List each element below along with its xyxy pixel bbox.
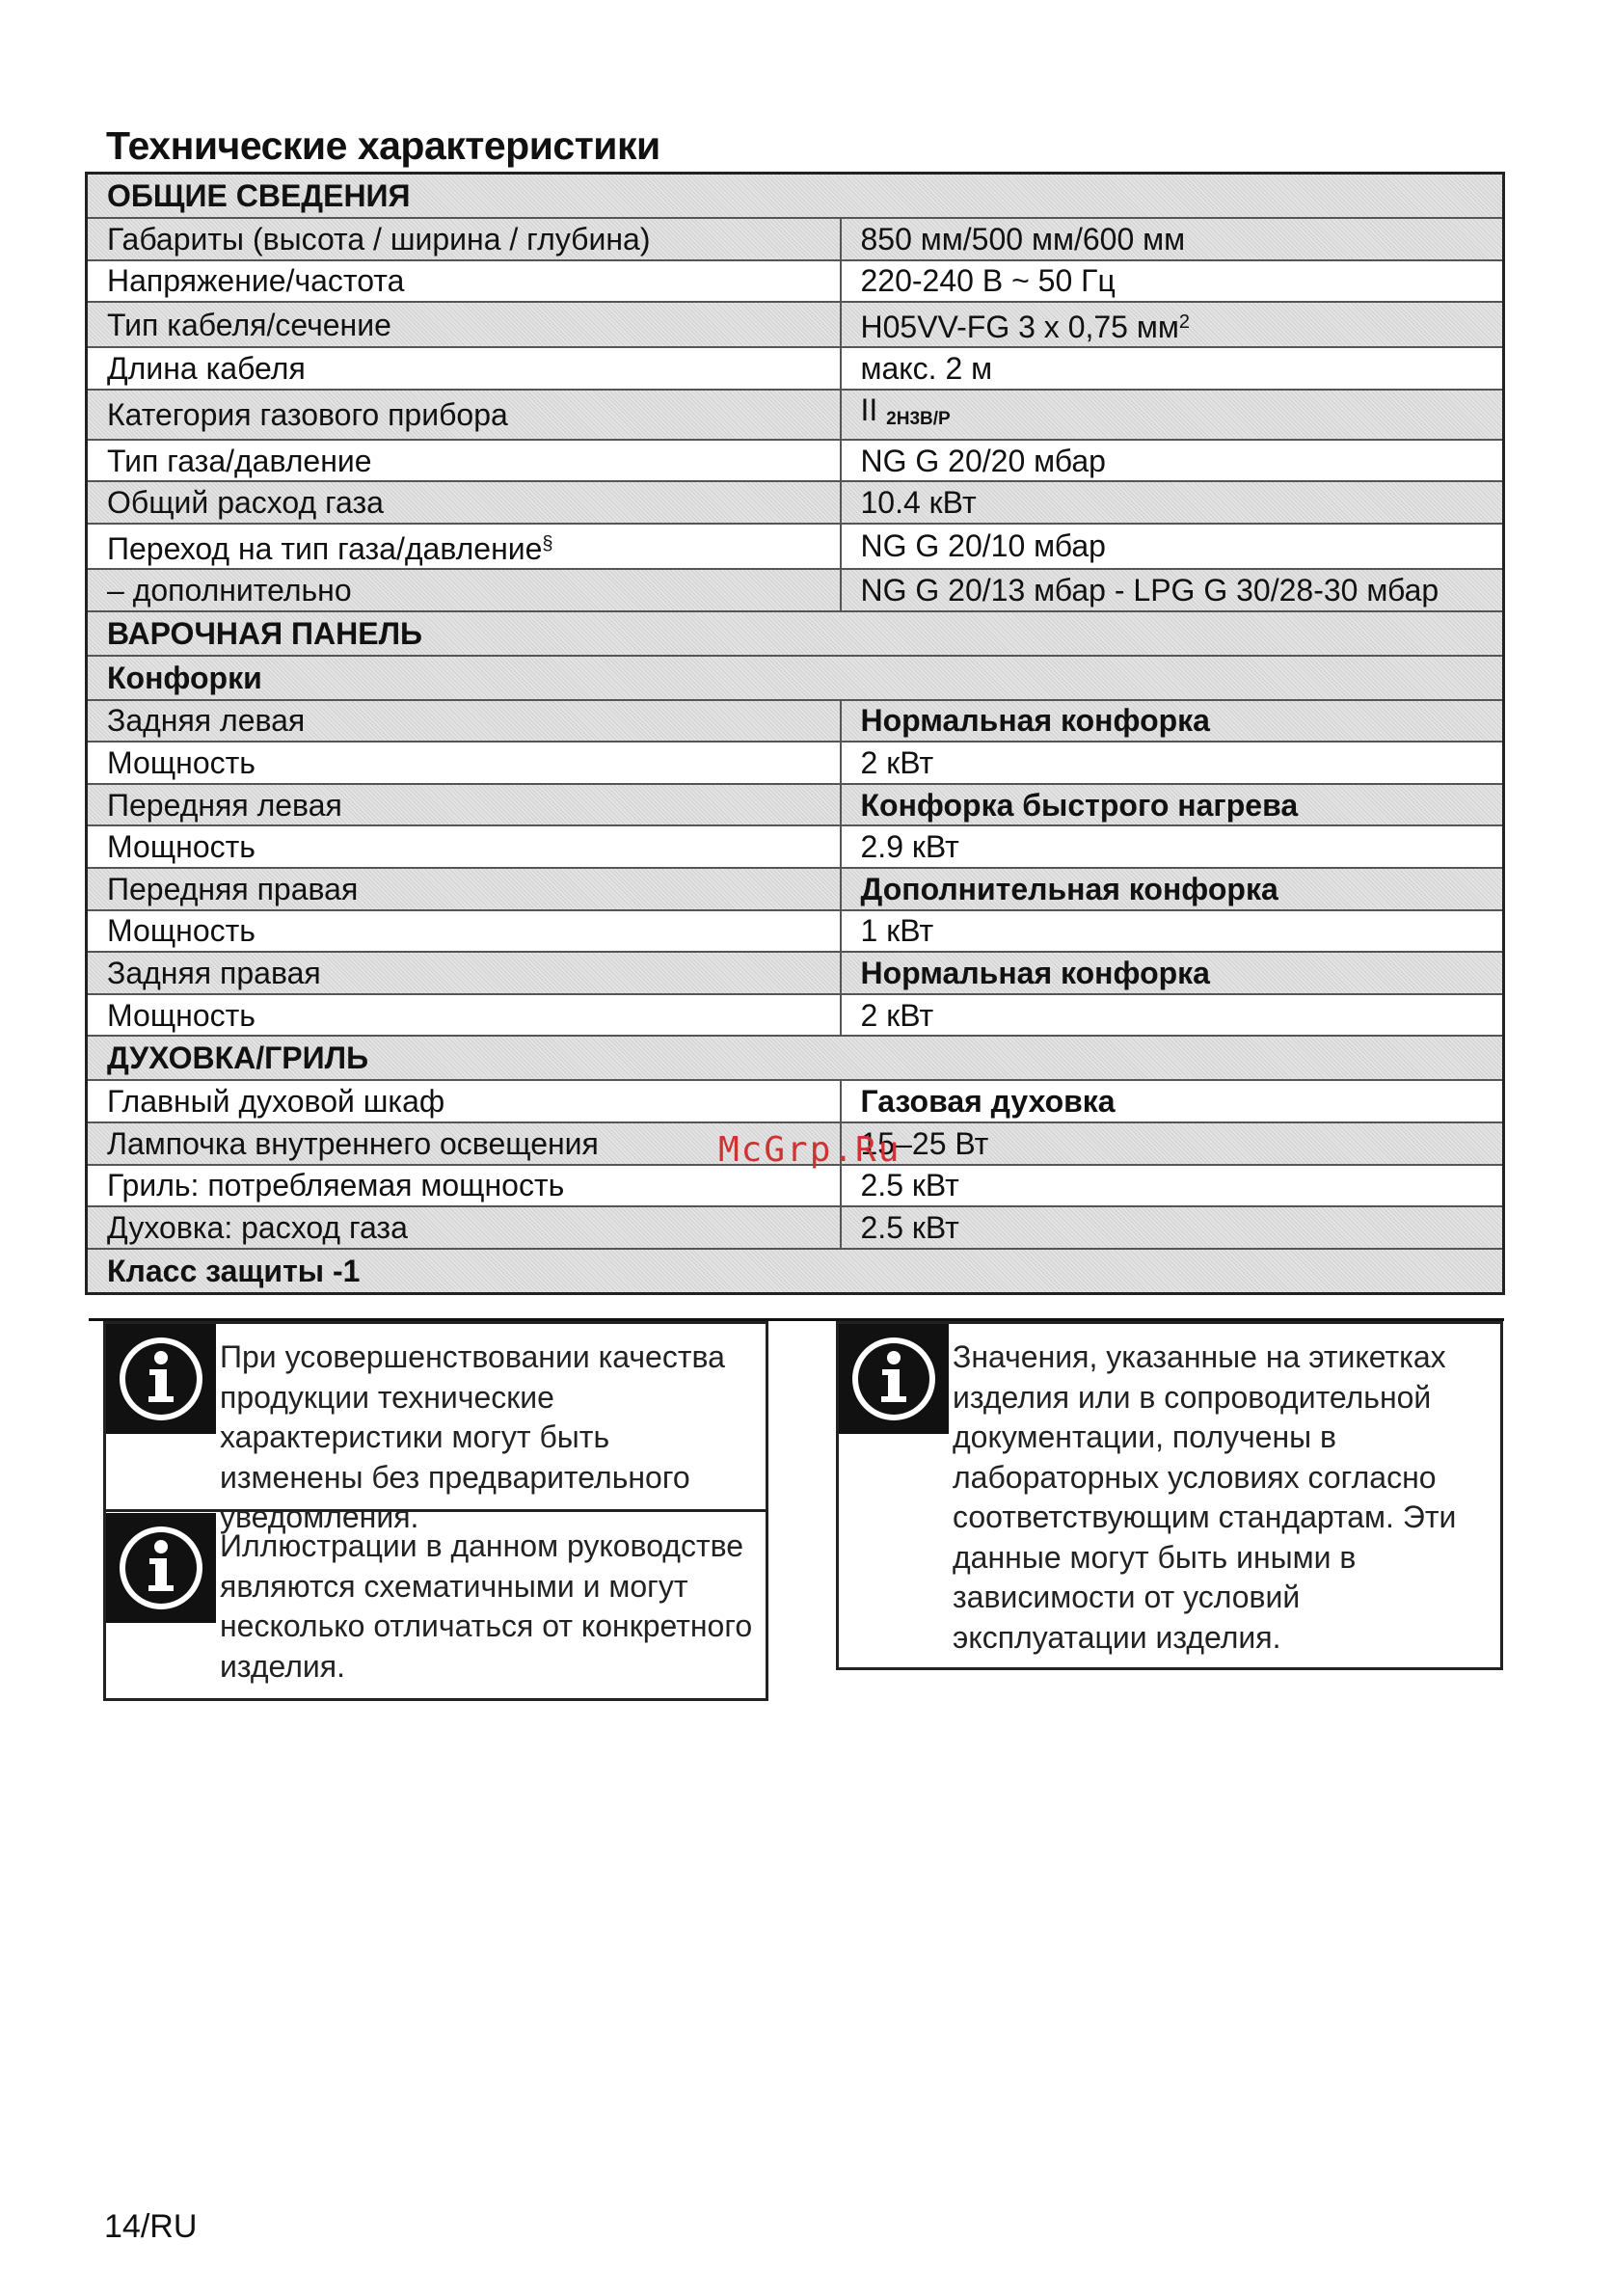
table-row — [87, 742, 1504, 784]
row-label: Мощность — [87, 825, 841, 868]
table-row — [87, 347, 1504, 390]
row-label: Мощность — [87, 742, 841, 784]
section-header-hob — [87, 611, 1504, 656]
row-value-cell — [841, 302, 1504, 347]
page-title: Технические характеристики — [106, 123, 660, 168]
table-row — [87, 784, 1504, 826]
row-label: Передняя правая — [87, 868, 841, 910]
row-value: NG G 20/10 мбар — [841, 524, 1504, 569]
table-row — [87, 1080, 1504, 1122]
superscript: § — [542, 532, 553, 554]
row-value: NG G 20/20 мбар — [841, 440, 1504, 482]
row-value: 2 кВт — [841, 994, 1504, 1037]
row-label: Мощность — [87, 994, 841, 1037]
row-value-cell — [841, 390, 1504, 440]
row-value: 10.4 кВт — [841, 481, 1504, 524]
row-value: II — [860, 392, 878, 427]
superscript: 2 — [1178, 311, 1190, 334]
note-text: При усовершенствовании качества продукции технические характеристики могут быть изменены без предварительного уведомления. — [220, 1339, 725, 1534]
table-row — [87, 440, 1504, 482]
table-row — [87, 868, 1504, 910]
info-icon — [106, 1513, 216, 1623]
section-title: ОБЩИЕ СВЕДЕНИЯ — [87, 174, 1504, 219]
row-value: Газовая духовка — [841, 1080, 1504, 1122]
row-value: H05VV-FG 3 x 0,75 мм — [860, 310, 1179, 345]
row-label: Мощность — [87, 910, 841, 953]
row-value: 15–25 Вт — [841, 1122, 1504, 1165]
info-icon — [106, 1324, 216, 1434]
row-label: Переход на тип газа/давление — [107, 530, 543, 566]
row-label-cell — [87, 524, 841, 569]
section-header-oven — [87, 1036, 1504, 1080]
table-row — [87, 218, 1504, 260]
subscript: 2H3B/P — [886, 408, 951, 429]
row-label: Габариты (высота / ширина / глубина) — [87, 218, 841, 260]
table-row — [87, 952, 1504, 994]
row-label: Длина кабеля — [87, 347, 841, 390]
row-value: 2.5 кВт — [841, 1165, 1504, 1207]
protection-class: Класс защиты -1 — [87, 1249, 1504, 1294]
row-value: Нормальная конфорка — [841, 952, 1504, 994]
table-row — [87, 700, 1504, 743]
section-header-burners — [87, 656, 1504, 700]
section-title: ВАРОЧНАЯ ПАНЕЛЬ — [87, 611, 1504, 656]
row-label: Лампочка внутреннего освещения — [87, 1122, 841, 1165]
row-value: 1 кВт — [841, 910, 1504, 953]
row-value: 2.5 кВт — [841, 1206, 1504, 1249]
row-value: 2.9 кВт — [841, 825, 1504, 868]
row-value: макс. 2 м — [841, 347, 1504, 390]
table-row — [87, 825, 1504, 868]
row-value: Конфорка быстрого нагрева — [841, 784, 1504, 826]
section-title: Конфорки — [87, 656, 1504, 700]
note-text: Иллюстрации в данном руководстве являются схематичными и могут несколько отличаться от конкретного изделия. — [220, 1528, 753, 1684]
note-divider — [106, 1509, 766, 1512]
row-label: Духовка: расход газа — [87, 1206, 841, 1249]
row-label: Передняя левая — [87, 784, 841, 826]
row-label: – дополнительно — [87, 569, 841, 611]
note-box-right — [836, 1321, 1503, 1670]
table-row — [87, 260, 1504, 303]
section-title: ДУХОВКА/ГРИЛЬ — [87, 1036, 1504, 1080]
page-number: 14/RU — [104, 2208, 198, 2245]
table-row — [87, 302, 1504, 347]
row-label: Общий расход газа — [87, 481, 841, 524]
table-row — [87, 481, 1504, 524]
row-label: Главный духовой шкаф — [87, 1080, 841, 1122]
table-row — [87, 569, 1504, 611]
row-label: Задняя правая — [87, 952, 841, 994]
row-value: 2 кВт — [841, 742, 1504, 784]
table-row — [87, 1206, 1504, 1249]
row-value: Нормальная конфорка — [841, 700, 1504, 743]
row-label: Категория газового прибора — [87, 390, 841, 440]
watermark: McGrp.Ru — [718, 1130, 901, 1170]
protection-class-row — [87, 1249, 1504, 1294]
row-label: Тип кабеля/сечение — [87, 302, 841, 347]
row-label: Напряжение/частота — [87, 260, 841, 303]
table-row — [87, 910, 1504, 953]
row-value: 220-240 В ~ 50 Гц — [841, 260, 1504, 303]
row-label: Тип газа/давление — [87, 440, 841, 482]
table-row — [87, 994, 1504, 1037]
info-icon — [839, 1324, 949, 1434]
table-row — [87, 1165, 1504, 1207]
section-header-general — [87, 174, 1504, 219]
row-label: Задняя левая — [87, 700, 841, 743]
note-text: Значения, указанные на этикетках изделия или в сопроводительной документации, получены в лабораторных условиях согласно соответствующим стандартам. Эти данные могут быть иными в зависимости от условий эксплуатации изделия. — [953, 1339, 1457, 1655]
row-value: NG G 20/13 мбар - LPG G 30/28-30 мбар — [841, 569, 1504, 611]
spec-table — [85, 172, 1505, 1295]
table-row — [87, 524, 1504, 569]
row-label: Гриль: потребляемая мощность — [87, 1165, 841, 1207]
table-row — [87, 390, 1504, 440]
row-value: Дополнительная конфорка — [841, 868, 1504, 910]
row-value: 850 мм/500 мм/600 мм — [841, 218, 1504, 260]
note-box-left — [103, 1321, 768, 1701]
